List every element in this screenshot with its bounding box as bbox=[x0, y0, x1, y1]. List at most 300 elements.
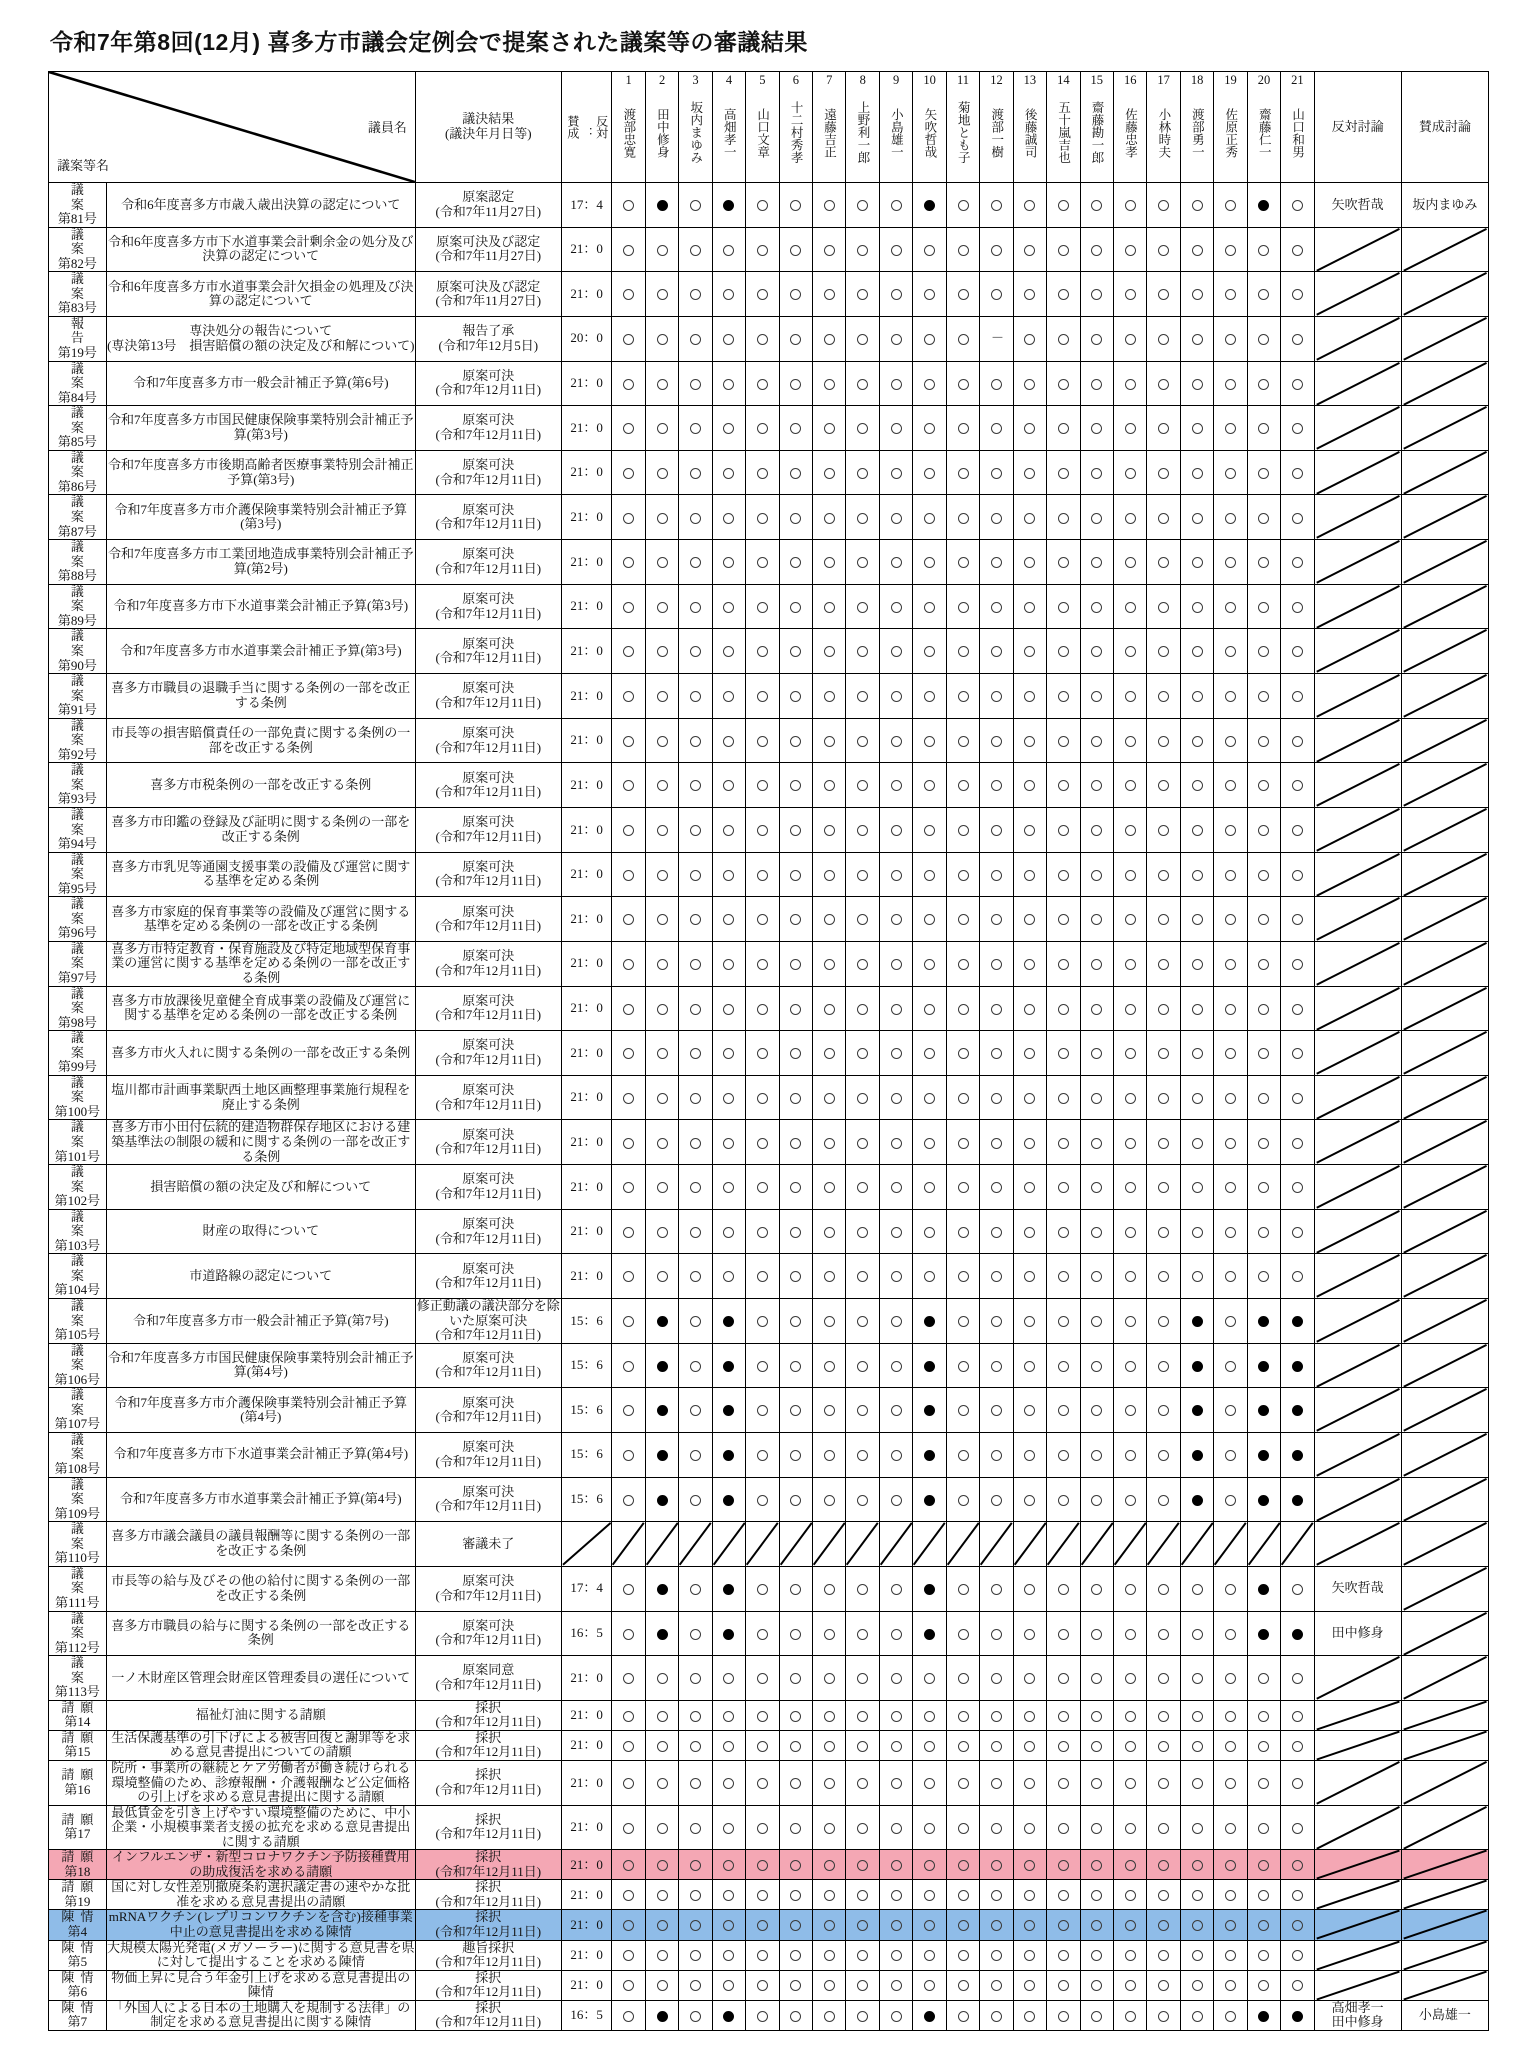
header-member-name: 佐藤忠孝 bbox=[1123, 107, 1138, 158]
vote-mark-for bbox=[824, 1182, 835, 1193]
table-row bbox=[49, 272, 1489, 317]
vote-mark-for bbox=[690, 2011, 701, 2022]
vote-mark-for bbox=[657, 513, 668, 524]
vote-mark-for bbox=[623, 1227, 634, 1238]
vote-mark-for bbox=[991, 289, 1002, 300]
vote-mark-for bbox=[690, 870, 701, 881]
table-row bbox=[49, 1522, 1489, 1567]
header-member-name: 坂内まゆみ bbox=[688, 101, 703, 164]
vote-cell-member-11 bbox=[946, 941, 979, 986]
table-row bbox=[49, 1566, 1489, 1611]
vote-cell-member-21 bbox=[1281, 1760, 1314, 1805]
vote-mark-for bbox=[891, 1741, 902, 1752]
vote-mark-for bbox=[1024, 1920, 1035, 1931]
row-result bbox=[415, 629, 561, 674]
vote-cell-member-4 bbox=[712, 1566, 745, 1611]
row-item-serial: 第96号 bbox=[57, 925, 97, 941]
vote-cell-member-14 bbox=[1047, 227, 1080, 272]
vote-mark-for bbox=[1158, 1316, 1169, 1327]
vote-cell-member-19 bbox=[1214, 1566, 1247, 1611]
vote-mark-for bbox=[1292, 468, 1303, 479]
vote-mark-for bbox=[1024, 1950, 1035, 1961]
vote-cell-member-14 bbox=[1047, 1299, 1080, 1344]
header-tally-against: 反対 bbox=[594, 115, 609, 139]
vote-mark-for bbox=[1258, 1920, 1269, 1931]
vote-mark-for bbox=[891, 646, 902, 657]
vote-mark-for bbox=[623, 1629, 634, 1640]
vote-cell-member-5 bbox=[746, 941, 779, 986]
vote-cell-member-12 bbox=[980, 1566, 1013, 1611]
row-item-serial: 第102号 bbox=[54, 1193, 101, 1209]
vote-mark-for bbox=[1192, 1778, 1203, 1789]
vote-mark-for bbox=[1258, 1711, 1269, 1722]
row-result-date: (令和7年12月11日) bbox=[435, 1863, 542, 1879]
vote-cell-member-3 bbox=[679, 1343, 712, 1388]
vote-cell-member-20 bbox=[1247, 1730, 1280, 1760]
vote-mark-for bbox=[1091, 200, 1102, 211]
vote-cell-member-13 bbox=[1013, 1120, 1046, 1165]
slash-icon bbox=[880, 1522, 912, 1566]
vote-cell-member-1 bbox=[612, 897, 645, 942]
row-item-category: 議 案 bbox=[70, 449, 109, 480]
vote-mark-for bbox=[790, 1890, 801, 1901]
vote-cell-member-16 bbox=[1113, 1299, 1146, 1344]
slash-icon bbox=[1402, 272, 1488, 316]
vote-mark-for bbox=[790, 1048, 801, 1059]
row-debate-for bbox=[1401, 852, 1488, 897]
row-debate-for bbox=[1401, 718, 1488, 763]
row-debate-against bbox=[1314, 629, 1401, 674]
vote-mark-for bbox=[1192, 1048, 1203, 1059]
vote-cell-member-4 bbox=[712, 1522, 745, 1567]
vote-cell-member-9 bbox=[879, 1566, 912, 1611]
text-line: 原案可決 bbox=[462, 591, 515, 607]
vote-mark-for bbox=[991, 1950, 1002, 1961]
slash-icon bbox=[1402, 1701, 1488, 1730]
vote-mark-for bbox=[1292, 513, 1303, 524]
vote-cell-member-19 bbox=[1214, 1343, 1247, 1388]
row-result-date: (令和7年12月11日) bbox=[435, 1185, 542, 1201]
vote-mark-for bbox=[958, 1778, 969, 1789]
row-item-serial: 第19 bbox=[64, 1893, 91, 1909]
vote-cell-member-6 bbox=[779, 1970, 812, 2000]
vote-mark-for bbox=[657, 1227, 668, 1238]
vote-cell-member-21 bbox=[1281, 1730, 1314, 1760]
slash-icon bbox=[1047, 1522, 1079, 1566]
vote-cell-member-19 bbox=[1214, 1850, 1247, 1880]
text-line: 喜多方市印鑑の登録及び証明に関する条例の一部を改正する条例 bbox=[111, 814, 411, 844]
vote-cell-member-12 bbox=[980, 897, 1013, 942]
row-item-title bbox=[106, 183, 415, 228]
vote-mark-for bbox=[1192, 1584, 1203, 1595]
vote-cell-member-7 bbox=[813, 1343, 846, 1388]
vote-mark-for bbox=[757, 1361, 768, 1372]
vote-mark-for bbox=[657, 1048, 668, 1059]
text-line: 一ノ木財産区管理会財産区管理委員の選任について bbox=[111, 1669, 411, 1685]
vote-cell-member-15 bbox=[1080, 1566, 1113, 1611]
vote-cell-member-18 bbox=[1180, 718, 1213, 763]
vote-mark-for bbox=[1091, 289, 1102, 300]
vote-cell-member-9 bbox=[879, 1432, 912, 1477]
vote-mark-for bbox=[1125, 1227, 1136, 1238]
row-item-category: 議 案 bbox=[70, 673, 109, 703]
vote-mark-for bbox=[891, 1227, 902, 1238]
slash-icon bbox=[1315, 451, 1401, 495]
vote-mark-for bbox=[891, 1629, 902, 1640]
vote-mark-for bbox=[824, 959, 835, 970]
row-item-title bbox=[106, 272, 415, 317]
vote-mark-for bbox=[1024, 602, 1035, 613]
vote-mark-for bbox=[1125, 2011, 1136, 2022]
vote-mark-for bbox=[924, 1920, 935, 1931]
vote-mark-for bbox=[690, 1316, 701, 1327]
vote-cell-member-21 bbox=[1281, 540, 1314, 585]
vote-cell-member-20 bbox=[1247, 941, 1280, 986]
vote-mark-for bbox=[991, 379, 1002, 390]
vote-cell-member-17 bbox=[1147, 1522, 1180, 1567]
row-result bbox=[415, 1940, 561, 1970]
row-debate-against bbox=[1314, 1730, 1401, 1760]
vote-mark-for bbox=[824, 1361, 835, 1372]
vote-cell-member-2 bbox=[645, 1880, 678, 1910]
vote-cell-member-8 bbox=[846, 227, 879, 272]
vote-mark-for bbox=[623, 1711, 634, 1722]
vote-mark-for bbox=[1158, 870, 1169, 881]
vote-cell-member-4 bbox=[712, 807, 745, 852]
table-row bbox=[49, 1209, 1489, 1254]
vote-cell-member-1 bbox=[612, 807, 645, 852]
vote-mark-for bbox=[1225, 423, 1236, 434]
vote-mark-for bbox=[1225, 1450, 1236, 1461]
header-member-21 bbox=[1281, 72, 1314, 183]
table-row bbox=[49, 629, 1489, 674]
text-line: 趣旨採択 bbox=[462, 1939, 515, 1955]
vote-cell-member-15 bbox=[1080, 1254, 1113, 1299]
vote-cell-member-6 bbox=[779, 183, 812, 228]
vote-cell-member-1 bbox=[612, 1165, 645, 1210]
vote-cell-member-17 bbox=[1147, 1656, 1180, 1701]
vote-mark-for bbox=[723, 468, 734, 479]
vote-cell-member-6 bbox=[779, 1075, 812, 1120]
vote-mark-for bbox=[857, 1584, 868, 1595]
table-row bbox=[49, 1760, 1489, 1805]
row-result bbox=[415, 361, 561, 406]
header-member-name: 齋藤仁一 bbox=[1257, 107, 1272, 158]
vote-mark-for bbox=[1024, 245, 1035, 256]
vote-mark-for bbox=[1091, 736, 1102, 747]
vote-mark-for bbox=[657, 914, 668, 925]
vote-mark-for bbox=[723, 423, 734, 434]
vote-mark-for bbox=[757, 602, 768, 613]
vote-mark-for bbox=[1125, 646, 1136, 657]
vote-cell-member-7 bbox=[813, 1940, 846, 1970]
vote-cell-member-18 bbox=[1180, 986, 1213, 1031]
vote-mark-for bbox=[991, 1741, 1002, 1752]
vote-mark-for bbox=[958, 1316, 969, 1327]
vote-mark-for bbox=[857, 1316, 868, 1327]
vote-cell-member-19 bbox=[1214, 1254, 1247, 1299]
row-item-title bbox=[106, 941, 415, 986]
header-label-member-name: 議員名 bbox=[367, 120, 407, 136]
header-member-13 bbox=[1013, 72, 1046, 183]
vote-mark-for bbox=[1091, 379, 1102, 390]
row-item-number bbox=[49, 1656, 107, 1701]
vote-mark-for bbox=[991, 1227, 1002, 1238]
vote-mark-for bbox=[857, 379, 868, 390]
slash-icon bbox=[1402, 1910, 1488, 1939]
vote-cell-member-10 bbox=[913, 2000, 946, 2030]
slash-icon bbox=[980, 1522, 1012, 1566]
row-item-number bbox=[49, 986, 107, 1031]
vote-mark-against bbox=[723, 1450, 734, 1461]
vote-cell-member-3 bbox=[679, 852, 712, 897]
header-row bbox=[49, 72, 1489, 183]
row-item-number bbox=[49, 1730, 107, 1760]
vote-mark-for bbox=[1192, 1227, 1203, 1238]
row-tally: 21：0 bbox=[561, 1805, 612, 1850]
row-result-decision bbox=[416, 1128, 561, 1143]
vote-mark-for bbox=[1225, 1823, 1236, 1834]
vote-cell-member-6 bbox=[779, 1611, 812, 1656]
vote-mark-for bbox=[891, 2011, 902, 2022]
vote-mark-for bbox=[690, 736, 701, 747]
vote-mark-for bbox=[723, 870, 734, 881]
vote-cell-member-12 bbox=[980, 1760, 1013, 1805]
vote-mark-for bbox=[690, 602, 701, 613]
row-result-decision bbox=[416, 1083, 561, 1098]
vote-cell-member-11 bbox=[946, 1165, 979, 1210]
vote-cell-member-8 bbox=[846, 1656, 879, 1701]
vote-mark-for bbox=[1058, 1890, 1069, 1901]
header-member-name: 渡部一樹 bbox=[989, 107, 1004, 158]
vote-cell-member-14 bbox=[1047, 1760, 1080, 1805]
vote-cell-member-13 bbox=[1013, 1910, 1046, 1940]
vote-cell-member-11 bbox=[946, 1910, 979, 1940]
vote-mark-for bbox=[790, 914, 801, 925]
row-item-serial: 第87号 bbox=[57, 523, 97, 539]
vote-cell-member-21 bbox=[1281, 1522, 1314, 1567]
row-debate-against bbox=[1314, 1910, 1401, 1940]
vote-mark-for bbox=[1292, 1584, 1303, 1595]
slash-icon bbox=[1402, 1761, 1488, 1805]
vote-cell-member-20 bbox=[1247, 1880, 1280, 1910]
header-member-name: 山口和男 bbox=[1290, 107, 1305, 158]
vote-mark-for bbox=[924, 1227, 935, 1238]
row-tally: 21：0 bbox=[561, 1940, 612, 1970]
vote-mark-for bbox=[1292, 289, 1303, 300]
vote-mark-for bbox=[657, 1673, 668, 1684]
vote-cell-member-9 bbox=[879, 183, 912, 228]
header-member-6 bbox=[779, 72, 812, 183]
vote-mark-for bbox=[690, 200, 701, 211]
vote-cell-member-2 bbox=[645, 1432, 678, 1477]
row-result bbox=[415, 1880, 561, 1910]
vote-cell-member-1 bbox=[612, 450, 645, 495]
vote-cell-member-18 bbox=[1180, 584, 1213, 629]
row-result-decision bbox=[416, 1299, 561, 1328]
vote-mark-for bbox=[991, 1182, 1002, 1193]
vote-cell-member-11 bbox=[946, 361, 979, 406]
row-debate-against bbox=[1314, 1522, 1401, 1567]
slash-icon bbox=[1315, 1941, 1401, 1970]
vote-mark-for bbox=[623, 1271, 634, 1282]
vote-mark-for bbox=[790, 825, 801, 836]
text-line: 喜多方市乳児等通園支援事業の設備及び運営に関する基準を定める条例 bbox=[111, 858, 411, 889]
vote-cell-member-12 bbox=[980, 1880, 1013, 1910]
row-debate-for bbox=[1401, 1522, 1488, 1567]
row-debate-for bbox=[1401, 1730, 1488, 1760]
vote-cell-member-13 bbox=[1013, 986, 1046, 1031]
vote-mark-for bbox=[690, 557, 701, 568]
vote-cell-member-14 bbox=[1047, 1970, 1080, 2000]
vote-mark-for bbox=[824, 1673, 835, 1684]
vote-mark-against bbox=[1258, 1629, 1269, 1640]
row-item-number bbox=[49, 227, 107, 272]
text-line: 高畑孝一 bbox=[1331, 1999, 1384, 2015]
row-item-category: 議 案 bbox=[70, 1655, 109, 1685]
header-member-name: 小林時夫 bbox=[1156, 107, 1171, 158]
row-result-date: (令和7年12月11日) bbox=[435, 1230, 542, 1246]
vote-cell-member-7 bbox=[813, 1254, 846, 1299]
row-item-title bbox=[106, 897, 415, 942]
row-item-title bbox=[106, 1165, 415, 1210]
vote-cell-member-5 bbox=[746, 897, 779, 942]
row-result-decision bbox=[416, 681, 561, 696]
header-member-2 bbox=[645, 72, 678, 183]
row-tally: 21：0 bbox=[561, 1165, 612, 1210]
vote-mark-for bbox=[958, 1405, 969, 1416]
vote-mark-for bbox=[657, 468, 668, 479]
vote-mark-for bbox=[924, 557, 935, 568]
vote-mark-for bbox=[1024, 200, 1035, 211]
vote-mark-for bbox=[1024, 1048, 1035, 1059]
vote-cell-member-3 bbox=[679, 1566, 712, 1611]
vote-cell-member-13 bbox=[1013, 897, 1046, 942]
vote-mark-for bbox=[1192, 1980, 1203, 1991]
vote-cell-member-1 bbox=[612, 1910, 645, 1940]
vote-cell-member-4 bbox=[712, 718, 745, 763]
slash-icon bbox=[1402, 763, 1488, 807]
vote-cell-member-15 bbox=[1080, 629, 1113, 674]
vote-mark-for bbox=[1024, 914, 1035, 925]
row-tally: 17：4 bbox=[561, 1566, 612, 1611]
vote-cell-member-12 bbox=[980, 1656, 1013, 1701]
slash-icon bbox=[1402, 451, 1488, 495]
vote-cell-member-8 bbox=[846, 1254, 879, 1299]
header-member-3 bbox=[679, 72, 712, 183]
vote-mark-for bbox=[657, 1920, 668, 1931]
vote-cell-member-5 bbox=[746, 1940, 779, 1970]
vote-mark-for bbox=[1058, 1823, 1069, 1834]
vote-mark-for bbox=[1024, 1450, 1035, 1461]
vote-cell-member-18 bbox=[1180, 1760, 1213, 1805]
vote-cell-member-1 bbox=[612, 1299, 645, 1344]
vote-mark-against bbox=[657, 1584, 668, 1595]
vote-mark-for bbox=[1192, 200, 1203, 211]
row-item-serial: 第89号 bbox=[57, 612, 97, 628]
vote-cell-member-14 bbox=[1047, 674, 1080, 719]
vote-mark-for bbox=[1024, 1405, 1035, 1416]
row-debate-for bbox=[1401, 986, 1488, 1031]
vote-cell-member-16 bbox=[1113, 986, 1146, 1031]
vote-mark-for bbox=[790, 1778, 801, 1789]
vote-mark-for bbox=[1091, 959, 1102, 970]
vote-cell-member-20 bbox=[1247, 807, 1280, 852]
slash-icon bbox=[1315, 987, 1401, 1031]
vote-mark-for bbox=[757, 1093, 768, 1104]
text-line: 原案可決 bbox=[462, 1483, 515, 1499]
vote-mark-for bbox=[1091, 646, 1102, 657]
vote-cell-member-13 bbox=[1013, 1805, 1046, 1850]
vote-mark-against bbox=[723, 1495, 734, 1506]
table-row bbox=[49, 540, 1489, 585]
vote-cell-member-6 bbox=[779, 1209, 812, 1254]
vote-cell-member-12 bbox=[980, 1075, 1013, 1120]
vote-cell-member-5 bbox=[746, 2000, 779, 2030]
vote-cell-member-4 bbox=[712, 1850, 745, 1880]
vote-cell-member-3 bbox=[679, 2000, 712, 2030]
row-item-number bbox=[49, 1299, 107, 1344]
vote-cell-member-9 bbox=[879, 540, 912, 585]
vote-cell-member-4 bbox=[712, 1760, 745, 1805]
vote-mark-for bbox=[1125, 1629, 1136, 1640]
vote-cell-member-1 bbox=[612, 1388, 645, 1433]
vote-mark-against bbox=[657, 2011, 668, 2022]
vote-mark-for bbox=[857, 691, 868, 702]
vote-mark-for bbox=[1258, 870, 1269, 881]
vote-mark-for bbox=[1192, 959, 1203, 970]
vote-cell-member-3 bbox=[679, 1209, 712, 1254]
slash-icon bbox=[1402, 1731, 1488, 1760]
vote-mark-against bbox=[657, 1405, 668, 1416]
vote-cell-member-15 bbox=[1080, 540, 1113, 585]
vote-mark-for bbox=[723, 1182, 734, 1193]
vote-cell-member-16 bbox=[1113, 1656, 1146, 1701]
vote-cell-member-7 bbox=[813, 450, 846, 495]
vote-cell-member-17 bbox=[1147, 316, 1180, 361]
vote-cell-member-19 bbox=[1214, 227, 1247, 272]
vote-mark-for bbox=[958, 468, 969, 479]
row-result-date: (令和7年12月11日) bbox=[435, 1364, 542, 1380]
row-result-decision bbox=[416, 1396, 561, 1411]
slash-icon bbox=[1402, 1522, 1488, 1566]
vote-cell-member-12 bbox=[980, 1299, 1013, 1344]
vote-cell-member-11 bbox=[946, 1880, 979, 1910]
vote-cell-member-10 bbox=[913, 1120, 946, 1165]
vote-cell-member-14 bbox=[1047, 1656, 1080, 1701]
vote-cell-member-4 bbox=[712, 763, 745, 808]
header-member-name: 小島雄一 bbox=[889, 107, 904, 158]
vote-mark-for bbox=[1192, 1711, 1203, 1722]
vote-cell-member-12 bbox=[980, 852, 1013, 897]
vote-cell-member-5 bbox=[746, 316, 779, 361]
vote-cell-member-17 bbox=[1147, 1209, 1180, 1254]
vote-mark-for bbox=[1024, 557, 1035, 568]
text-line: 喜多方市小田付伝統的建造物群保存地区における建築基準法の制限の緩和に関する条例の一部を改正する条例 bbox=[111, 1119, 411, 1164]
text-line: 原案可決 bbox=[462, 1349, 515, 1365]
row-debate-against bbox=[1314, 1432, 1401, 1477]
vote-cell-member-3 bbox=[679, 1477, 712, 1522]
vote-cell-member-20 bbox=[1247, 1656, 1280, 1701]
row-item-number bbox=[49, 1477, 107, 1522]
vote-cell-member-10 bbox=[913, 941, 946, 986]
vote-cell-member-11 bbox=[946, 1760, 979, 1805]
vote-cell-member-20 bbox=[1247, 495, 1280, 540]
vote-cell-member-15 bbox=[1080, 718, 1113, 763]
vote-mark-for bbox=[857, 334, 868, 345]
vote-cell-member-1 bbox=[612, 1031, 645, 1076]
vote-cell-member-12 bbox=[980, 1388, 1013, 1433]
